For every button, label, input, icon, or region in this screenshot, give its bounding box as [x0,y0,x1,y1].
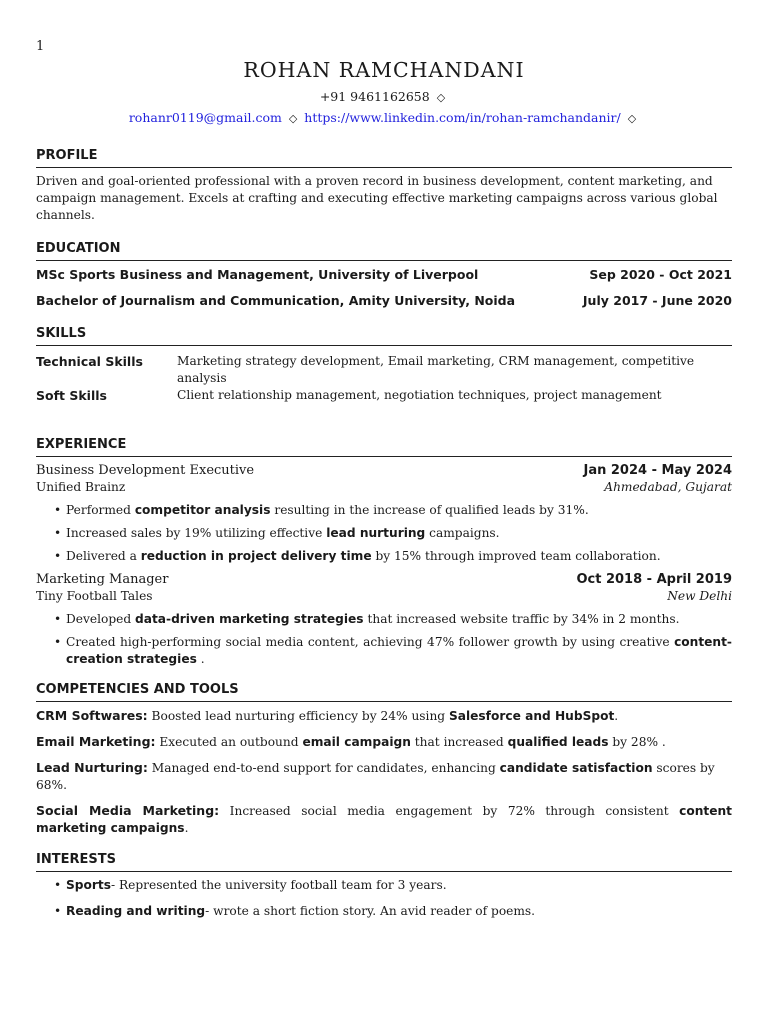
competency-text: . [184,821,189,835]
competency-key: Email Marketing: [36,734,156,749]
education-item [36,292,732,309]
competency-item [36,759,732,794]
job-location: Ahmedabad, Gujarat [604,480,732,494]
bullet-emphasis: content-creation strategies [66,635,732,666]
skills-table [36,353,732,404]
profile-text: Driven and goal-oriented professional with a proven record in business development, content marketing, and campaign management. Excels at crafting and executing effective marketing campaigns across various global channels. [36,174,718,222]
interest-text: - Represented the university football team for 3 years. [110,878,447,892]
bullet-text: Created high-performing social media content, achieving 47% follower growth by using creative [66,635,675,649]
job-entry [36,571,732,668]
bullet-emphasis: competitor analysis [134,503,271,517]
interest-text: - wrote a short fiction story. An avid reader of poems. [205,904,536,918]
job-dates: Oct 2018 - April 2019 [576,572,732,587]
bullet-text: . [196,652,205,666]
skills-heading: SKILLS [36,325,732,346]
competency-item [36,733,732,751]
skill-value: Marketing strategy development, Email marketing, CRM management, competitive analysis [177,354,695,385]
candidate-name: ROHAN RAMCHANDANI [243,58,525,82]
job-subheader [36,588,732,605]
profile-heading: PROFILE [36,147,732,168]
bullet-text: Developed [66,612,136,626]
competency-emphasis: qualified leads [507,735,609,749]
job-company: Unified Brainz [36,480,126,494]
competency-text: Increased social media engagement by 72% through consistent [219,804,680,818]
skill-label: Soft Skills [36,388,107,403]
competency-text: Executed an outbound [155,735,303,749]
bullet-emphasis: data-driven marketing strategies [135,612,364,626]
list-item [36,611,732,628]
competency-emphasis: Salesforce and HubSpot [448,709,615,723]
resume-page [36,0,732,920]
competency-key: Social Media Marketing: [36,803,220,818]
bullet-text: resulting in the increase of qualified leads by 31%. [270,503,589,517]
job-bullets [36,611,732,668]
skill-label: Technical Skills [36,354,143,369]
competencies-heading: COMPETENCIES AND TOOLS [36,681,732,702]
bullet-text: that increased website traffic by 34% in 2 months. [363,612,680,626]
competency-emphasis: content marketing campaigns [36,804,732,835]
bullet-text: Increased sales by 19% utilizing effective [66,526,327,540]
contact-links-line [36,109,732,127]
job-title: Business Development Executive [36,463,255,478]
education-item [36,266,732,283]
job-company: Tiny Football Tales [36,589,153,603]
competency-item [36,802,732,837]
bullet-text: by 15% through improved team collaboration. [371,549,661,563]
job-title: Marketing Manager [36,572,169,587]
bullet-emphasis: reduction in project delivery time [140,549,372,563]
job-entry [36,462,732,565]
job-bullets [36,502,732,565]
competency-text: Managed end-to-end support for candidates, enhancing [147,761,500,775]
competency-text: Boosted lead nurturing efficiency by 24% using [147,709,449,723]
bullet-text: campaigns. [425,526,500,540]
competency-key: Lead Nurturing: [36,760,148,775]
bullet-text: Delivered a [66,549,141,563]
page-number: 1 [36,39,45,54]
education-dates: July 2017 - June 2020 [582,293,732,308]
list-item [36,634,732,668]
job-header [36,571,732,588]
linkedin-link[interactable]: https://www.linkedin.com/in/rohan-ramchandanir/ [304,110,621,125]
competency-emphasis: email campaign [302,735,411,749]
education-degree: MSc Sports Business and Management, University of Liverpool [36,267,479,282]
job-dates: Jan 2024 - May 2024 [583,463,732,478]
skill-value: Client relationship management, negotiation techniques, project management [177,388,662,402]
separator-diamond-icon: ◇ [288,112,298,125]
interest-name: Sports [66,878,111,892]
competency-item [36,707,732,725]
phone-number: +91 9461162658 [319,89,430,104]
list-item [36,903,732,920]
competency-text: by 28% . [608,735,666,749]
experience-heading: EXPERIENCE [36,436,732,457]
separator-diamond-icon: ◇ [627,112,637,125]
competency-text: scores by 68%. [36,761,715,792]
interests-heading: INTERESTS [36,851,732,872]
list-item [36,877,732,894]
education-degree: Bachelor of Journalism and Communication, Amity University, Noida [36,293,516,308]
bullet-text: Performed [66,503,135,517]
interests-list [36,877,732,920]
job-header [36,462,732,479]
competency-emphasis: candidate satisfaction [499,761,653,775]
email-link[interactable]: rohanr0119@gmail.com [128,110,282,125]
competency-text: . [614,709,619,723]
bullet-emphasis: lead nurturing [326,526,426,540]
job-subheader [36,479,732,496]
contact-phone-line [36,88,732,106]
interest-name: Reading and writing [66,904,206,918]
education-heading: EDUCATION [36,240,732,261]
competency-text: that increased [410,735,508,749]
list-item [36,525,732,542]
separator-diamond-icon: ◇ [436,91,446,104]
education-dates: Sep 2020 - Oct 2021 [589,267,732,282]
list-item [36,502,732,519]
list-item [36,548,732,565]
competency-key: CRM Softwares: [36,708,148,723]
job-location: New Delhi [667,589,732,603]
